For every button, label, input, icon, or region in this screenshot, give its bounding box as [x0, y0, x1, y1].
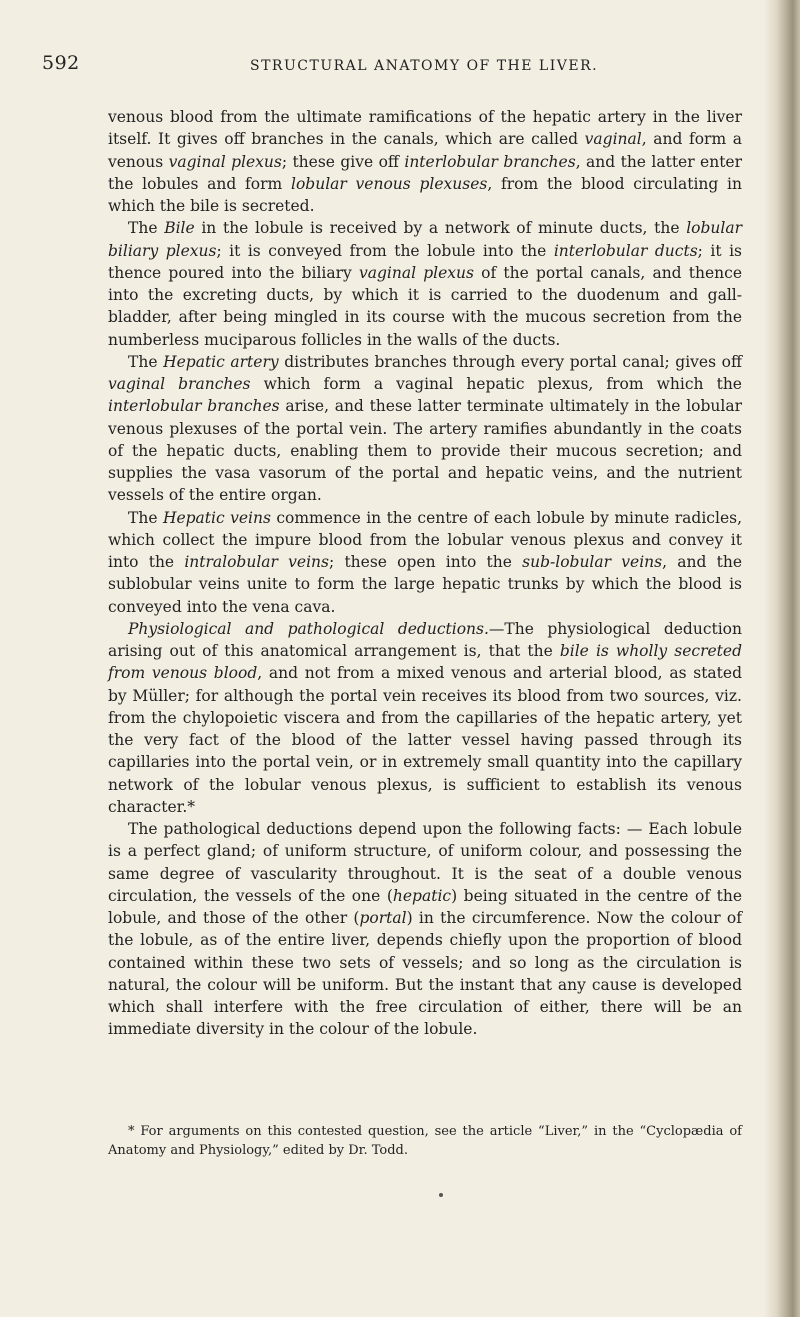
- text-run: The: [128, 352, 164, 371]
- page-number: 592: [42, 52, 80, 74]
- text-run: commence in the centre of each lobule by minute radicles, which collect the impure blood from the lobular venous plexus and convey it into the: [108, 508, 742, 571]
- page-binding-edge: [764, 0, 800, 1317]
- italic-run: Hepatic veins: [162, 508, 271, 527]
- text-run: ) being situated in the centre of the lobule, and those of the other (: [108, 886, 742, 927]
- text-run: of the portal canals, and thence into the excreting ducts, by which it is carried to the duodenum and gall-bladder, after being mingled in its course with the mucous secretion from the numberless muciparous follicles in the walls of the ducts.: [108, 263, 743, 349]
- paragraph: [108, 618, 742, 818]
- italic-run: sub-lobular veins: [522, 553, 663, 571]
- italic-run: portal: [359, 909, 407, 927]
- text-run: ) in the circumference. Now the colour of the lobule, as of the entire liver, depends chiefly upon the proportion of blood contained within these two sets of vessels; and so long as the circulation is natural, the colour will be uniform. But the instant that any cause is developed which shall interfere with the free circulation of either, there will be an immediate diversity in the colour of the lobule.: [108, 909, 742, 1039]
- text-run: ; it is thence poured into the biliary: [108, 241, 742, 282]
- italic-run: interlobular ducts: [553, 241, 698, 260]
- italic-run: intralobular veins: [184, 553, 329, 571]
- italic-run: interlobular branches: [404, 152, 576, 171]
- footnote-text: * For arguments on this contested question, see the article “Liver,” in the “Cyclopædia of Anatomy and Physiology,” edited by Dr. Todd.: [108, 1124, 742, 1158]
- text-run: ; it is conveyed from the lobule into the: [216, 241, 554, 260]
- text-run: in the lobule is received by a network of minute ducts, the: [194, 219, 687, 238]
- italic-run: vaginal plexus: [168, 152, 282, 171]
- ink-speck: [439, 1193, 443, 1197]
- text-run: , and the latter enter the lobules and form: [108, 152, 743, 193]
- italic-run: vaginal branches: [108, 375, 251, 393]
- running-title: STRUCTURAL ANATOMY OF THE LIVER.: [250, 58, 599, 74]
- text-run: which form a vaginal hepatic plexus, from which the: [250, 375, 742, 393]
- text-run: The: [128, 508, 163, 527]
- italic-run: Physiological and pathological deductions.: [128, 619, 489, 638]
- text-run: , and form a venous: [108, 130, 742, 171]
- italic-run: bile is wholly secreted from venous blood: [108, 642, 742, 683]
- italic-run: vaginal: [584, 130, 642, 149]
- text-run: , and not from a mixed venous and arterial blood, as stated by Müller; for although the portal vein receives its blood from two sources, viz. from the chylopoietic viscera and from the capillaries of the hepatic artery, yet the very fact of the blood of the latter vessel having passed through its capillaries into the portal vein, or in extremely small quantity into the capillary network of the lobular venous plexus, is sufficient to establish its venous character.*: [108, 664, 742, 816]
- italic-run: vaginal plexus: [359, 263, 474, 282]
- italic-run: interlobular branches: [108, 397, 280, 416]
- paragraph: [108, 351, 742, 507]
- text-run: distributes branches through every portal canal; gives off: [278, 352, 742, 371]
- text-run: The: [128, 219, 165, 238]
- paragraph: [108, 217, 742, 351]
- italic-run: lobular venous plexuses: [291, 174, 488, 193]
- body-text: [108, 106, 742, 1041]
- paragraph: [108, 818, 742, 1041]
- text-run: arise, and these latter terminate ultimately in the lobular venous plexuses of the portal vein. The artery ramifies abundantly in the coats of the hepatic ducts, enabling them to provide their mucous secretion; and supplies the vasa vasorum of the portal and hepatic veins, and the nutrient vessels of the entire organ.: [108, 397, 742, 505]
- text-run: ; these open into the: [329, 553, 523, 571]
- italic-run: Hepatic artery: [163, 352, 279, 371]
- footnote: [108, 1122, 742, 1160]
- italic-run: hepatic: [392, 886, 452, 905]
- page-header: [0, 52, 800, 82]
- text-run: venous blood from the ultimate ramifications of the hepatic artery in the liver itself. It gives off branches in the canals, which are called: [108, 108, 742, 149]
- italic-run: Bile: [164, 219, 195, 238]
- italic-run: lobular biliary plexus: [108, 219, 743, 260]
- text-run: , from the blood circulating in which the bile is secreted.: [108, 174, 742, 215]
- text-run: ; these give off: [281, 152, 405, 171]
- paragraph: [108, 507, 742, 618]
- text-run: The pathological deductions depend upon the following facts: — Each lobule is a perfect gland; of uniform structure, of uniform colour, and possessing the same degree of vascularity throughout. It is the seat of a double venous circulation, the vessels of the one (: [108, 820, 742, 905]
- text-run: , and the sublobular veins unite to form the large hepatic trunks by which the blood is conveyed into the vena cava.: [108, 553, 742, 616]
- paragraph: [108, 106, 742, 217]
- text-run: —The physiological deduction arising out of this anatomical arrangement is, that the: [108, 619, 742, 660]
